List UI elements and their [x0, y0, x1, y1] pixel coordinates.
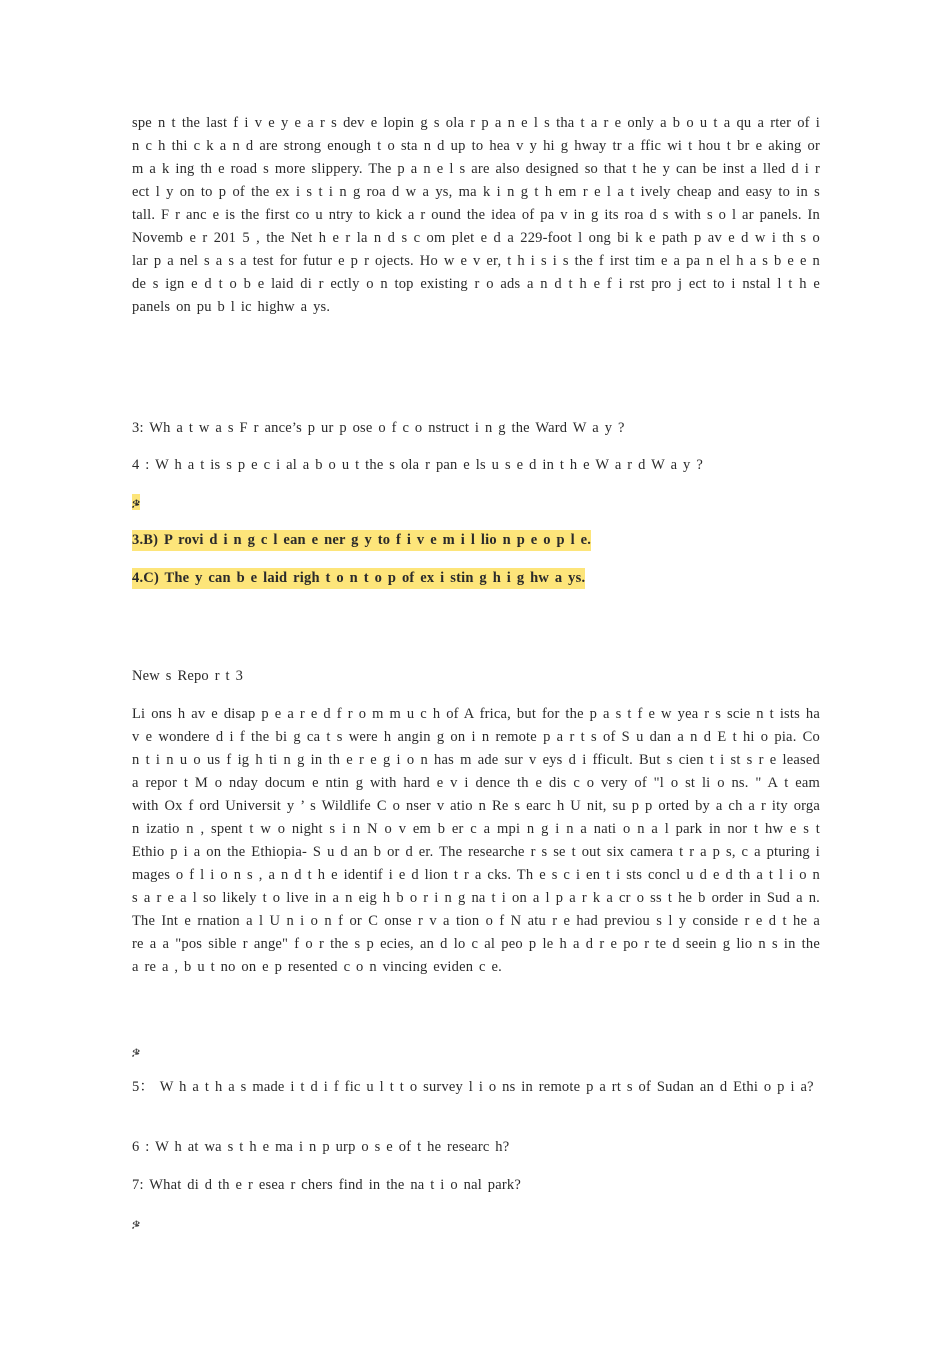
question-7: 7: What di d th e r esea r chers find in the na t i o nal park? — [132, 1177, 521, 1193]
question-3: 3: Wh a t w a s F r ance’s p ur p ose o f c o nstruct i n g the Ward W a y ? — [132, 420, 625, 436]
marker-glyph: ቌ — [132, 495, 141, 509]
question-5: 5： W h a t h a s made i t d i f fic u l t t o survey l i o ns in remote p a rt s of Sudan an d Ethi o p i a? — [132, 1079, 814, 1095]
intro-paragraph: spe n t the last f i v e y e a r s dev e lopin g s ola r p a n e l s tha t a r e only a b o u t a qu a rter of i n c h thi c k a n d are strong enough t o sta n d up to hea v y hi g hway tr a ffic wi t hou t br e aking or m a k ing th e road s more slippery. The p a n e l s are also designed so that t he y can be inst a lled d i r ect l y on to p of the ex i s t i n g roa d w a ys, ma k i n g t h em r e l a t ively cheap and easy to in s tall. F r anc e is the first co u ntry to kick a r ound the idea of pa v in g its roa d s with s o l ar panels. In Novemb e r 201 5 , the Net h e r la n d s c om plet e d a 229-foot l ong bi k e path p av e d w i th s o lar p a nel s a s a test for futur e p r ojects. Ho w e v er, t h i s i s the f irst tim e a pa n el h a s b e e n de s ign e d t o b e laid di r ectly o n top existing r o ads a n d t h e f i rst pro j ect to i nstal l t h e panels on pu b l ic highw a ys. — [132, 115, 820, 315]
report-title: New s Repo r t 3 — [132, 668, 244, 684]
question-6: 6 : W h at wa s t h e ma i n p urp o s e of t he researc h? — [132, 1139, 510, 1155]
report-paragraph: Li ons h av e disap p e a r e d f r o m m u c h of A frica, but for the p a s t f e w yea r s scie n t ists ha v e wondere d i f the bi g ca t s were h angin g on i n remote p a r t s of S u dan a n d E t hi o pia. Co n t i n u o us f ig h ti n g in th e r e g i o n has m ade sur v eys d i fficult. But s cien t i st s r e leased a repor t M o nday docum e ntin g with hard e v i dence th e dis c o very of "l o st li o ns. " A t eam with Ox f ord Universit y ’ s Wildlife C o nser v atio n Re s earc h U nit, su p p orted by a ch a r ity orga n izatio n , spent t w o night s i n N o v em b er c a mpi n g i n a nati o n a l park in nor t hw e s t Ethio p i a on the Ethiopia- S u d an b or d er. The researche r s se t out six camera t r a p s, c a pturing i mages o f l i o n s , a n d t h e identif i e d lion t r a cks. Th e s c i en t i sts concl u d e d th a t l i o n s a r e a l so likely t o live in a n eig h b o r i n g na t i on a l p a r k a cr o ss t he b order in Sud a n. The Int e rnation a l U n i o n f or C onse r v a tion o f N atu r e had previou s l y conside r e d t he a re a a "pos sible r ange" f o r the s p ecies, an d lo c al peo p le h a d r e po r te d seein g lio n s in the a re a , b u t no on e p resented c o n vincing eviden c e. — [132, 706, 820, 975]
question-4: 4 : W h a t is s p e c i al a b o u t the s ola r pan e ls u s e d in t h e W a r d W a y ? — [132, 457, 703, 473]
end-marker: ቌ — [132, 1216, 141, 1230]
answer-4: 4.C) The y can b e laid righ t o n t o p of ex i stin g h i g hw a ys. — [132, 568, 585, 589]
section-marker: ቌ — [132, 1044, 141, 1058]
answer-3: 3.B) P rovi d i n g c l ean e ner g y to f i v e m i l lio n p e o p l e. — [132, 530, 591, 551]
answer-4-line — [132, 567, 820, 589]
answer-3-line — [132, 529, 820, 551]
answer-marker — [132, 491, 820, 513]
